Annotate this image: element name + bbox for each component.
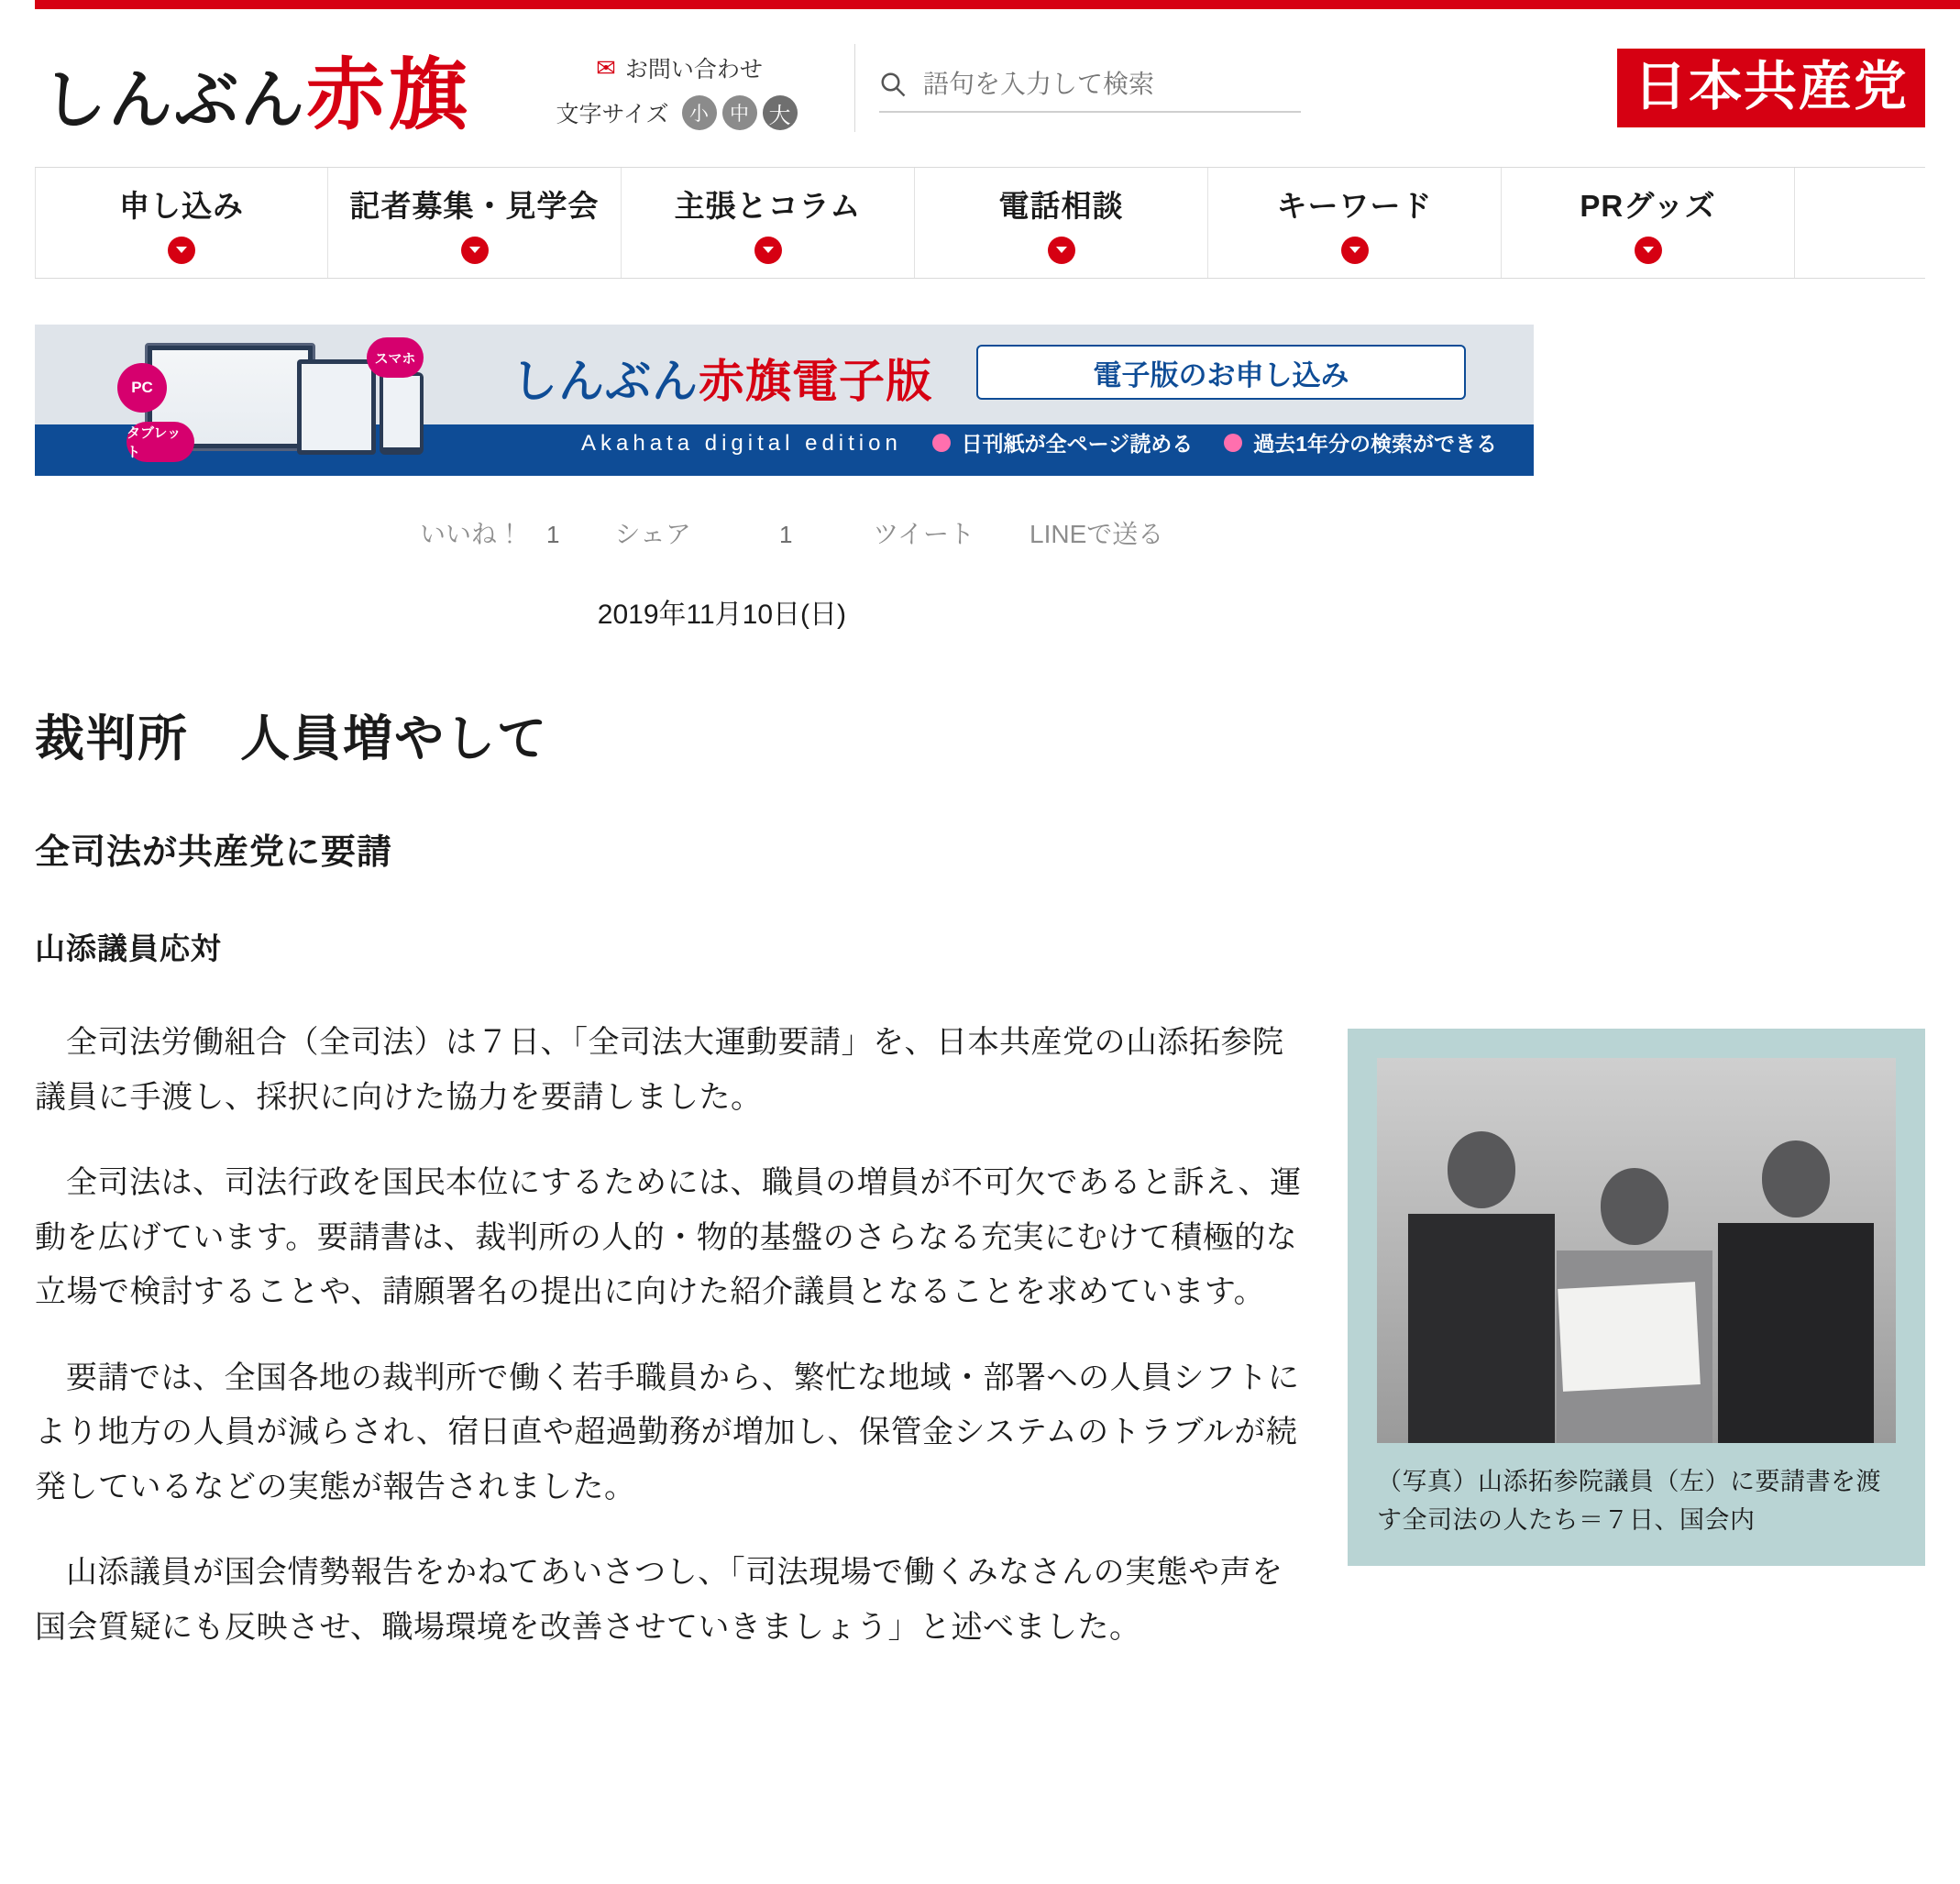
badge-smartphone: スマホ [367,337,424,378]
banner-feature-label: 日刊紙が全ページ読める [961,432,1194,456]
banner-subtitle: Akahata digital edition [581,431,902,456]
site-logo-text [42,31,528,145]
banner-features [901,427,1497,457]
article-photo [1377,1058,1896,1443]
header-divider [854,44,855,132]
search-input[interactable] [921,69,1301,100]
font-size-medium-button[interactable]: 中 [722,95,757,130]
nav-item-keyword[interactable] [1208,168,1502,278]
banner-feature-label: 過去1年分の検索ができる [1253,432,1497,456]
person-right [1718,1140,1874,1443]
social-share-bar [420,514,1960,551]
chevron-down-icon [461,237,489,264]
nav-item-label: PRグッズ [1580,188,1716,223]
nav-item-reporter-recruit[interactable] [328,168,622,278]
font-size-small-button[interactable]: 小 [682,95,717,130]
nav-item-opinion-column[interactable] [622,168,915,278]
chevron-down-icon [754,237,782,264]
mail-icon: ✉ [596,54,616,82]
nav-item-label: 主張とコラム [674,188,862,223]
article-paragraph: 要請では、全国各地の裁判所で働く若手職員から、繁忙な地域・部署への人員シフトにより地方の人員が減らされ、宿日直や超過勤務が増加し、保管金システムのトラブルが続発しているなどの実態が報告されました。 [35,1360,1300,1504]
facebook-like-button[interactable] [420,514,559,551]
badge-pc: PC [117,363,167,413]
line-share-button[interactable] [1030,514,1163,551]
logo-red-part: 赤旗 [306,49,471,141]
font-size-control [528,95,831,130]
tweet-button[interactable] [873,514,974,551]
document-prop [1558,1282,1701,1392]
site-header [0,9,1960,167]
photo-caption: （写真）山添拓参院議員（左）に要請書を渡す全司法の人たち＝７日、国会内 [1377,1468,1881,1534]
nav-tail-spacer [1795,168,1925,278]
nav-item-pr-goods[interactable] [1502,168,1795,278]
bullet-dot-icon [932,434,951,452]
badge-tablet: タブレット [127,422,194,462]
header-utilities [528,46,831,130]
nav-item-label: 申し込み [119,188,244,223]
bullet-dot-icon [1224,434,1242,452]
smartphone-icon [380,372,424,455]
nav-item-label: 記者募集・見学会 [349,188,600,223]
nav-item-application[interactable] [35,168,328,278]
font-size-large-button[interactable]: 大 [763,95,798,130]
font-size-label: 文字サイズ [556,102,669,127]
top-red-rule [35,0,1960,9]
chevron-down-icon [168,237,195,264]
contact-link[interactable] [528,51,831,84]
person-left [1408,1131,1555,1443]
search-icon [879,71,907,98]
article-body [35,700,1925,1686]
article-date: 2019年11月10日(日) [597,600,846,630]
digital-subscribe-button[interactable]: 電子版のお申し込み [976,345,1466,400]
party-logo-wrap[interactable] [1617,49,1925,127]
line-label: LINEで送る [1030,520,1164,548]
article-sub-subtitle: 山添議員応対 [35,931,222,965]
logo-black-part: しんぶん [42,61,306,138]
article-paragraph: 全司法は、司法行政を国民本位にするためには、職員の増員が不可欠であると訴え、運動を広げています。要請書は、裁判所の人的・物的基盤のさらなる充実にむけて積極的な立場で検討することや、請願署名の提出に向けた紹介議員となることを求めています。 [35,1165,1302,1309]
banner-title [512,345,932,411]
contact-label: お問い合わせ [624,57,763,83]
party-logo: 日本共産党 [1617,49,1925,127]
like-count: 1 [546,521,560,548]
search-box[interactable] [879,69,1301,113]
article-figure [1348,1029,1925,1566]
facebook-share-button[interactable] [614,514,792,551]
chevron-down-icon [1048,237,1075,264]
nav-item-label: 電話相談 [998,188,1124,223]
digital-edition-banner[interactable] [35,325,1534,476]
nav-item-phone-consult[interactable] [915,168,1208,278]
article-text [35,1016,1925,1655]
site-logo[interactable] [35,31,528,145]
banner-feature [1224,427,1497,457]
banner-device-illustration [117,337,438,460]
like-label: いいね！ [420,520,523,548]
article-paragraph: 山添議員が国会情勢報告をかねてあいさつし、「司法現場で働くみなさんの実態や声を国会質疑にも反映させ、職場環境を改善させていきましょう」と述べました。 [35,1555,1283,1645]
share-label: シェア [614,520,691,548]
main-nav [35,167,1925,279]
share-count: 1 [778,521,793,548]
tweet-label: ツイート [873,520,975,548]
banner-title-red: 赤旗電子版 [699,354,932,408]
article-paragraph: 全司法労働組合（全司法）は７日、「全司法大運動要請」を、日本共産党の山添拓参院議員に手渡し、採択に向けた協力を要請しました。 [35,1025,1284,1115]
banner-title-black: しんぶん [512,354,699,408]
page-title: 裁判所 人員増やして [35,711,548,766]
chevron-down-icon [1341,237,1369,264]
article-subtitle: 全司法が共産党に要請 [35,833,393,872]
nav-item-label: キーワード [1276,188,1433,223]
tablet-icon [297,359,376,455]
banner-feature [932,427,1194,457]
chevron-down-icon [1635,237,1662,264]
